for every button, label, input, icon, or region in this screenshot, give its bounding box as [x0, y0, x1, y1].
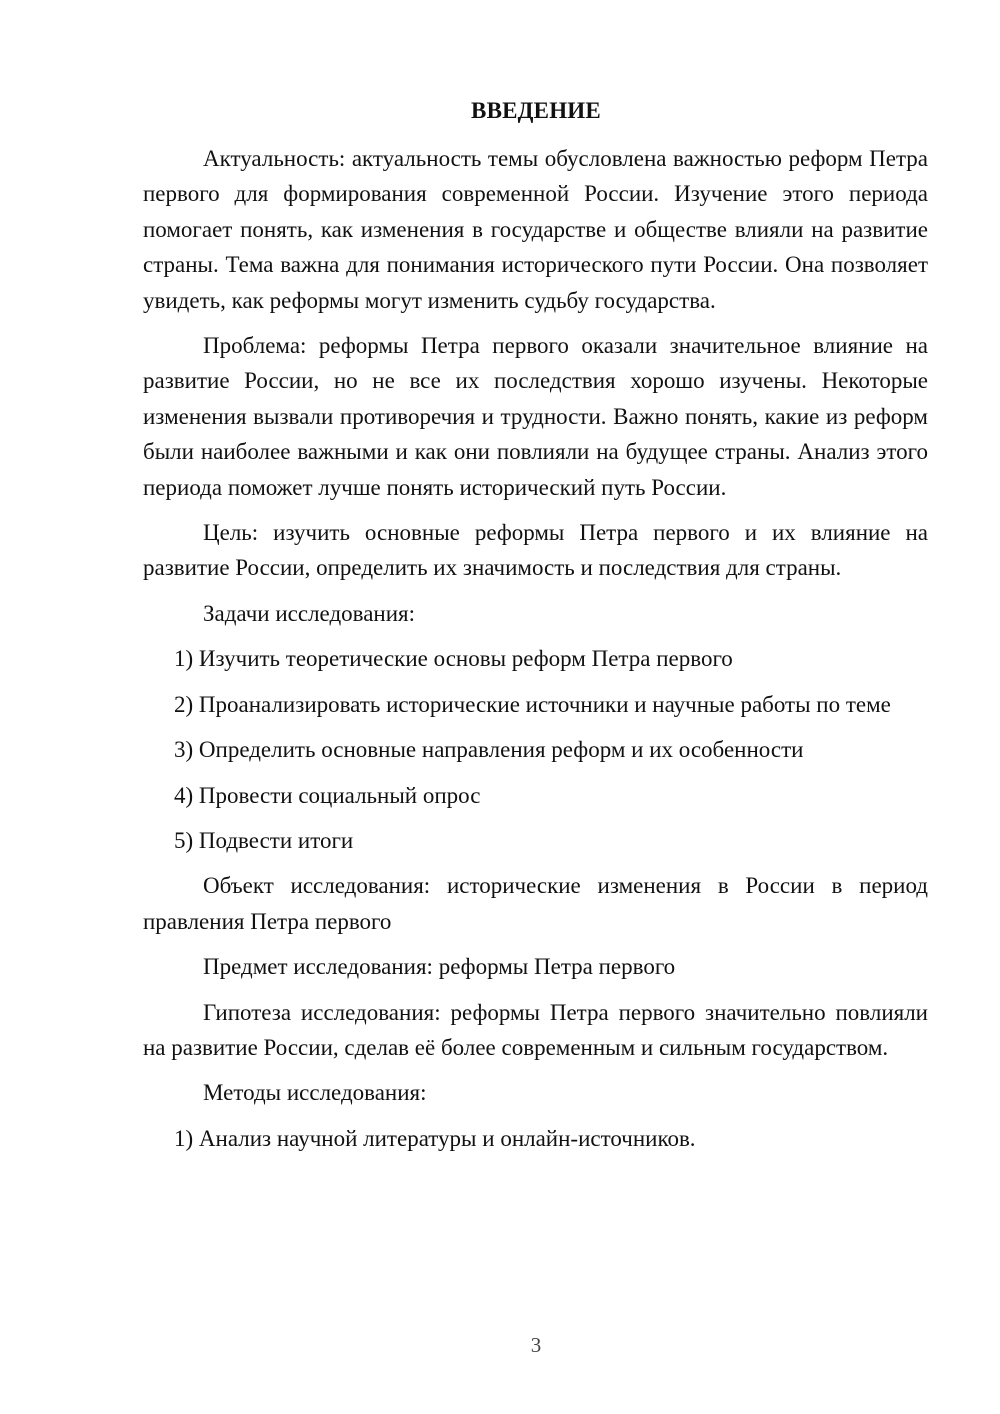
methods-heading: Методы исследования:	[203, 1080, 427, 1106]
task-item: 1) Изучить теоретические основы реформ Петра первого	[174, 646, 733, 672]
method-item: 1) Анализ научной литературы и онлайн-источников.	[174, 1125, 696, 1151]
task-item: 2) Проанализировать исторические источники и научные работы по теме	[174, 691, 891, 717]
task-item: 4) Провести социальный опрос	[174, 782, 481, 808]
paragraph-object: Объект исследования: исторические изменения в России в период правления Петра первого	[143, 873, 928, 934]
paragraph-problem: Проблема: реформы Петра первого оказали значительное влияние на развитие России, но не все их последствия хорошо изучены. Некоторые изменения вызвали противоречия и трудности. Важно понять, какие из реформ были наиболее важными и как они повлияли на будущее страны. Анализ этого периода поможет лучше понять исторический путь России.	[143, 333, 928, 500]
paragraph-goal: Цель: изучить основные реформы Петра первого и их влияние на развитие России, определить их значимость и последствия для страны.	[143, 520, 928, 581]
task-item: 5) Подвести итоги	[174, 827, 354, 853]
page-title: ВВЕДЕНИЕ	[471, 98, 601, 123]
paragraph-actuality: Актуальность: актуальность темы обусловлена важностью реформ Петра первого для формирования современной России. Изучение этого периода помогает понять, как изменения в государстве и обществе влияли на развитие страны. Тема важна для понимания исторического пути России. Она позволяет увидеть, как реформы могут изменить судьбу государства.	[143, 146, 928, 313]
paragraph-hypothesis: Гипотеза исследования: реформы Петра первого значительно повлияли на развитие России, сделав её более современным и сильным государством.	[143, 999, 928, 1060]
paragraph-subject: Предмет исследования: реформы Петра первого	[203, 954, 676, 980]
task-item: 3) Определить основные направления реформ и их особенности	[174, 737, 804, 763]
page-body	[143, 141, 928, 1166]
tasks-heading: Задачи исследования:	[203, 600, 416, 626]
page-number: 3	[530, 1333, 542, 1357]
